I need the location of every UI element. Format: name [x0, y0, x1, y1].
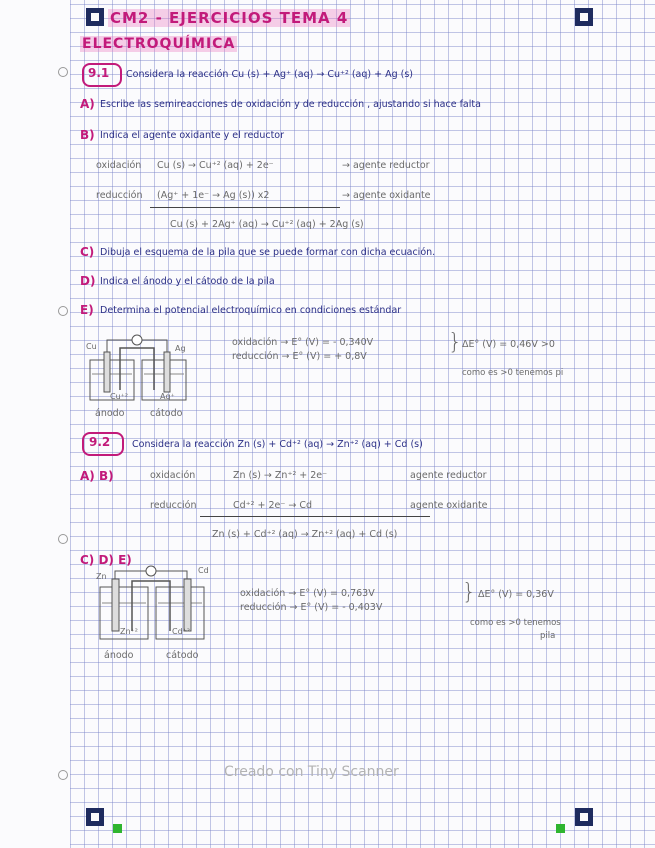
item-text: Indica el ánodo y el cátodo de la pila: [100, 276, 275, 287]
diagram-label: Cu: [86, 342, 97, 351]
brace: }: [462, 580, 476, 605]
half-reaction-equation: Zn (s) → Zn⁺² + 2e⁻: [233, 470, 328, 481]
binding-ring: [58, 306, 68, 316]
cathode-label: cátodo: [150, 408, 183, 419]
potential-oxidation: oxidación → E° (V) = 0,763V: [240, 588, 375, 599]
exercise-statement: Considera la reacción Cu (s) + Ag⁺ (aq) → Cu⁺² (aq) + Ag (s): [126, 69, 413, 80]
diagram-label: Cu⁺²: [110, 392, 129, 401]
exercise-statement: Considera la reacción Zn (s) + Cd⁺² (aq) → Zn⁺² (aq) + Cd (s): [132, 439, 423, 450]
corner-marker-top-left: [86, 8, 104, 26]
binding-ring: [58, 67, 68, 77]
half-reaction-label: oxidación: [150, 470, 196, 481]
half-reaction-label: reducción: [150, 500, 197, 511]
potential-difference: ΔE° (V) = 0,36V: [478, 589, 554, 600]
agent-label: agente reductor: [410, 470, 487, 481]
potential-reduction: reducción → E° (V) = + 0,8V: [232, 351, 367, 362]
diagram-label: Ag⁺: [160, 392, 175, 401]
potential-oxidation: oxidación → E° (V) = - 0,340V: [232, 337, 374, 348]
sum-line: [150, 207, 340, 208]
half-reaction-label: reducción: [96, 190, 143, 201]
green-square-right: [556, 824, 565, 833]
half-reaction-label: oxidación: [96, 160, 142, 171]
item-text: Escribe las semireacciones de oxidación y de reducción , ajustando si hace falta: [100, 99, 481, 110]
item-label: A) B): [80, 469, 114, 483]
binding-ring: [58, 770, 68, 780]
agent-label: → agente oxidante: [342, 190, 431, 201]
exercise-number: 9.2: [89, 435, 111, 449]
overall-equation: Cu (s) + 2Ag⁺ (aq) → Cu⁺² (aq) + 2Ag (s): [170, 219, 364, 230]
potential-difference: ΔE° (V) = 0,46V >0: [462, 339, 555, 350]
diagram-label: Zn⁺²: [120, 627, 138, 636]
binding-ring: [58, 534, 68, 544]
galvanic-cell-diagram: [92, 565, 210, 655]
item-label: A): [80, 97, 95, 111]
diagram-label: Zn: [96, 572, 107, 581]
section-title: ELECTROQUÍMICA: [82, 36, 236, 52]
item-text: Indica el agente oxidante y el reductor: [100, 130, 285, 141]
agent-label: → agente reductor: [342, 160, 430, 171]
half-reaction-equation: (Ag⁺ + 1e⁻ → Ag (s)) x2: [157, 190, 270, 201]
anode-label: ánodo: [95, 408, 125, 419]
diagram-label: Ag: [175, 344, 186, 353]
item-label: B): [80, 128, 95, 142]
item-text: Dibuja el esquema de la pila que se puede formar con dicha ecuación.: [100, 247, 436, 258]
potential-reduction: reducción → E° (V) = - 0,403V: [240, 602, 383, 613]
corner-marker-top-right: [575, 8, 593, 26]
exercise-number: 9.1: [88, 66, 110, 80]
item-text: Determina el potencial electroquímico en condiciones estándar: [100, 305, 402, 316]
conclusion-note: como es >0 tenemos: [470, 618, 561, 628]
cathode-label: cátodo: [166, 650, 199, 661]
corner-marker-bottom-right: [575, 808, 593, 826]
corner-marker-bottom-left: [86, 808, 104, 826]
item-label: C): [80, 245, 95, 259]
overall-equation: Zn (s) + Cd⁺² (aq) → Zn⁺² (aq) + Cd (s): [212, 529, 398, 540]
diagram-label: Cd: [198, 566, 209, 575]
item-label: E): [80, 303, 94, 317]
half-reaction-equation: Cd⁺² + 2e⁻ → Cd: [233, 500, 313, 511]
conclusion-note: como es >0 tenemos pi: [462, 368, 564, 378]
agent-label: agente oxidante: [410, 500, 488, 511]
half-reaction-equation: Cu (s) → Cu⁺² (aq) + 2e⁻: [157, 160, 274, 171]
page-margin: [0, 0, 70, 848]
diagram-label: Cd⁺²: [172, 627, 191, 636]
brace: }: [448, 330, 462, 355]
anode-label: ánodo: [104, 650, 134, 661]
item-label: C) D) E): [80, 553, 132, 567]
item-label: D): [80, 274, 96, 288]
green-square-left: [113, 824, 122, 833]
sum-line: [200, 516, 430, 517]
conclusion-note: pila: [540, 631, 556, 641]
scanner-watermark: Creado con Tiny Scanner: [224, 764, 399, 780]
page-title: CM2 - EJERCICIOS TEMA 4: [110, 9, 349, 27]
